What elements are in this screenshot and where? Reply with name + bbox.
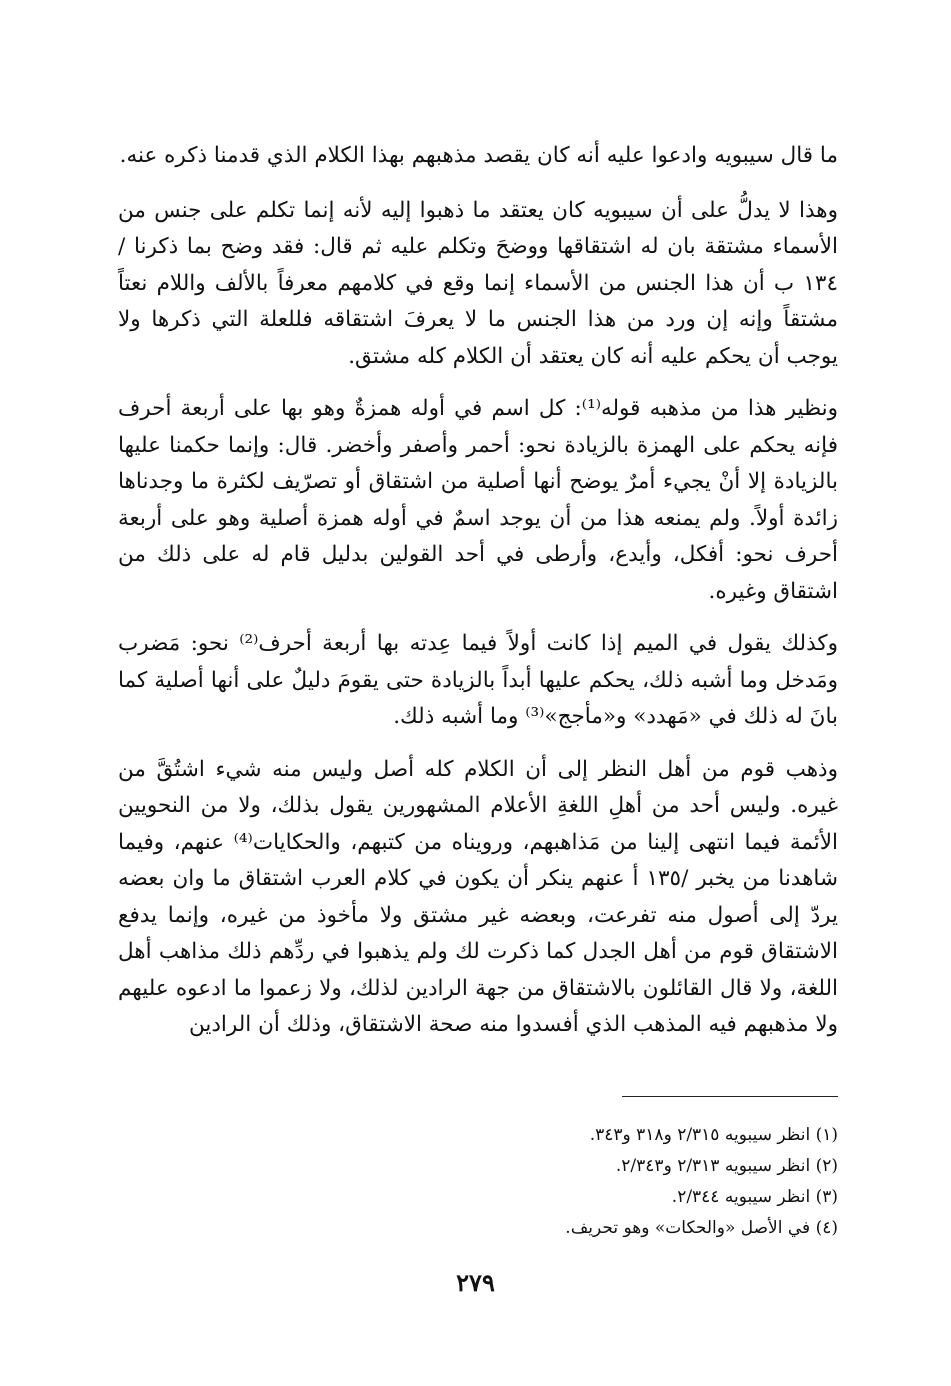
footnote-2: (٢) انظر سيبويه ٢/٣١٣ و٢/٣٤٣. [615,1156,838,1176]
page-number: ٢٧٩ [456,1268,495,1297]
paragraph-2: وهذا لا يدلُّ على أن سيبويه كان يعتقد ما ذهبوا إليه لأنه إنما تكلم على جنس من الأسماء مشتقة بان له اشتقاقها ووضحَ وتكلم عليه ثم قال: فقد وضح بما ذكرنا /١٣٤ ب أن هذا الجنس من الأسماء إنما وقع في كلامهم معرفاً بالألف واللام نعتاً مشتقاً وإنه إن ورد من هذا الجنس ما لا يعرفَ اشتقاقه فللعلة التي ذكرها ولا يوجب أن يحكم عليه أنه كان يعتقد أن الكلام كله مشتق. [118,197,838,369]
footnote-3: (٣) انظر سيبويه ٢/٣٤٤. [671,1187,838,1207]
main-text [118,138,838,1060]
paragraph-1: ما قال سيبويه وادعوا عليه أنه كان يقصد مذهبهم بهذا الكلام الذي قدمنا ذكره عنه. [119,143,838,168]
paragraph-5: وذهب قوم من أهل النظر إلى أن الكلام كله أصل وليس منه شيء اشتُقَّ من غيره. وليس أحد من أهلِ اللغةِ الأعلام المشهورين يقول بذلك، ولا من النحويين الأئمة فيما انتهى إلينا من مَذاهبهم، ورويناه من كتبهم، والحكايات⁽⁴⁾ عنهم، وفيما شاهدنا من يخبر /١٣٥ أ عنهم ينكر أن يكون في كلام العرب اشتقاق ما وان بعضه يردّ إلى أصول منه تفرعت، وبعضه غير مشتق ولا مأخوذ من غيره، وإنما يدفع الاشتقاق قوم من أهل الجدل كما ذكرت لك ولم يذهبوا في ردِّهم ذلك مذاهب أهل اللغة، ولا قال القائلون بالاشتقاق من جهة الرادين لذلك، ولا زعموا ما ادعوه عليهم ولا مذهبهم فيه المذهب الذي أفسدوا منه صحة الاشتقاق، وذلك أن الرادين [118,756,838,1037]
paragraph-3: ونظير هذا من مذهبه قوله⁽¹⁾: كل اسم في أوله همزةٌ وهو بها على أربعة أحرف فإنه يحكم على الهمزة بالزيادة نحو: أحمر وأصفر وأخضر. قال: وإنما حكمنا عليها بالزيادة إلا أنْ يجيء أمرٌ يوضح أنها أصلية من اشتقاق أو تصرّيف لكثرة ما وجدناها زائدة أولاً. ولم يمنعه هذا من أن يوجد اسمٌ في أوله همزة أصلية وهو على أربعة أحرف نحو: أفكل، وأيدع، وأرطى في أحد القولين بدليل قام له على ذلك من اشتقاق وغيره. [118,396,838,604]
footnotes [118,1120,838,1244]
footnote-divider [622,1096,838,1097]
footnote-1: (١) انظر سيبويه ٢/٣١٥ و٣١٨ و٣٤٣. [589,1125,838,1145]
footnote-4: (٤) في الأصل «والحكات» وهو تحريف. [565,1218,838,1238]
paragraph-4: وكذلك يقول في الميم إذا كانت أولاً فيما عِدته بها أربعة أحرف⁽²⁾ نحو: مَضرب ومَدخل وما أشبه ذلك، يحكم عليها أبداً بالزيادة حتى يقومَ دليلٌ على أنها أصلية كما بانَ له ذلك في «مَهدد» و«مأجج»⁽³⁾ وما أشبه ذلك. [118,631,838,729]
